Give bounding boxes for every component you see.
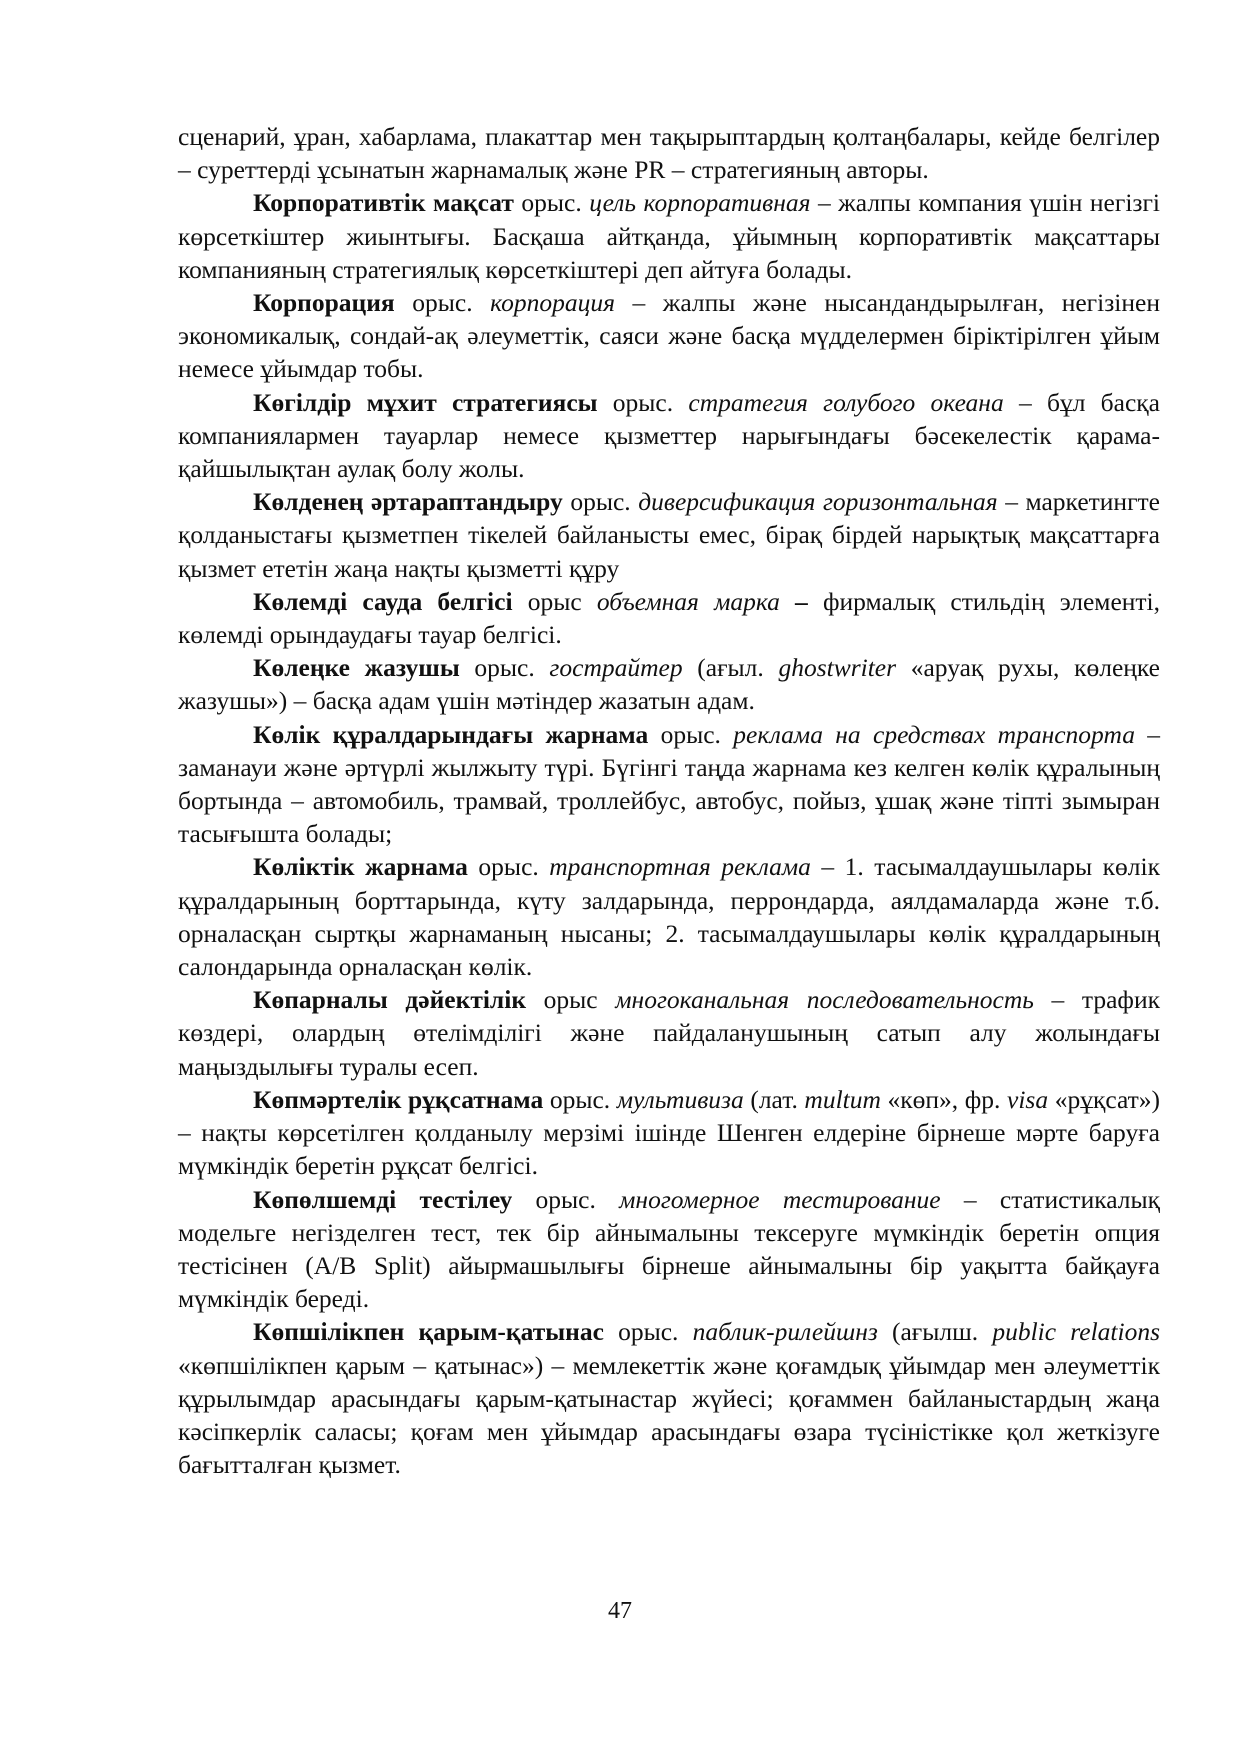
term: Көлемді сауда белгісі <box>253 586 513 616</box>
definition: – 1. тасымалдаушылары көлік құралдарының борттарында, күту залдарында, перрондарда, аялдамаларда және т.б. орналасқан сыртқы жарнаманың нысаны; 2. тасымалдаушылары көлік құралдарының салондарында орналасқан көлік. <box>178 852 1160 982</box>
definition: – маркетингте қолданыстағы қызметпен тікелей байланысты емес, бірақ бірдей нарықтық мақсаттарға қызмет ететін жаңа нақты қызметті құру <box>178 487 1160 583</box>
russian-term: транспортная реклама <box>549 852 811 882</box>
definition: – заманауи және әртүрлі жылжыту түрі. Бүгінгі таңда жарнама кез келген көлік құралының бортында – автомобиль, трамвай, троллейбус, автобус, пойыз, ұшақ және тіпті зымыран тасығышта болады; <box>178 719 1161 849</box>
definition: – трафик көздері, олардың өтелімділігі және пайдаланушының сатып алу жолындағы маңыздылығы туралы есеп. <box>178 985 1160 1081</box>
term: Корпорация <box>253 288 395 318</box>
french-term: visa <box>1007 1084 1049 1114</box>
english-term: public relations <box>992 1317 1161 1347</box>
entry-corporate-goal: Корпоративтік мақсат орыс. цель корпоративная – жалпы компания үшін негізгі көрсеткіштер жиынтығы. Басқаша айтқанда, ұйымның корпоративтік мақсаттары компанияның стратегиялық көрсеткіштері деп айтуға болады. <box>178 188 1161 284</box>
definition: – бұл басқа компаниялармен тауарлар немесе қызметтер нарығындағы бәсекелестік қарама-қайшылықтан аулақ болу жолы. <box>178 387 1160 484</box>
russian-term: паблик-рилейшнз <box>692 1317 878 1347</box>
russian-term: корпорация <box>490 288 615 318</box>
page-number: 47 <box>608 1598 632 1624</box>
entry-volume-trademark: Көлемді сауда белгісі орыс объемная марка – фирмалық стильдің элементі, көлемді орындаудағы тауар белгісі. <box>178 586 1161 650</box>
english-term: ghostwriter <box>778 653 897 683</box>
definition: «рұқсат») – нақты көрсетілген қолданылу мерзімі ішінде Шенген елдеріне бірнеше мәрте баруға мүмкіндік беретін рұқсат белгісі. <box>178 1084 1160 1181</box>
entry-transport-advertising: Көліктік жарнама орыс. транспортная реклама – 1. тасымалдаушылары көлік құралдарының борттарында, күту залдарында, перрондарда, аялдамаларда және т.б. орналасқан сыртқы жарнаманың нысаны; 2. тасымалдаушылары көлік құралдарының салондарында орналасқан көлік. <box>178 852 1160 982</box>
term: Көпарналы дәйектілік <box>253 985 527 1015</box>
russian-term: стратегия голубого океана <box>688 387 1004 417</box>
definition: «аруақ рухы, көлеңке жазушы») – басқа адам үшін мәтіндер жазатын адам. <box>178 653 1160 716</box>
russian-term: многомерное тестирование <box>619 1184 941 1214</box>
entry-ghostwriter: Көлеңке жазушы орыс. гострайтер (ағыл. ghostwriter «аруақ рухы, көлеңке жазушы») – басқа адам үшін мәтіндер жазатын адам. <box>178 653 1160 716</box>
entry-multivariate-testing: Көпөлшемді тестілеу орыс. многомерное тестирование – статистикалық модельге негізделген тест, тек бір айнымалыны тексеруге мүмкіндік беретін опция тестісінен (A/B Split) айырмашылығы бірнеше айнымалыны бір уақытта байқауға мүмкіндік береді. <box>178 1184 1161 1314</box>
entry-vehicle-advertising: Көлік құралдарындағы жарнама орыс. реклама на средствах транспорта – заманауи және әртүрлі жылжыту түрі. Бүгінгі таңда жарнама кез келген көлік құралының бортында – автомобиль, трамвай, троллейбус, автобус, пойыз, ұшақ және тіпті зымыран тасығышта болады; <box>178 719 1161 849</box>
definition: – жалпы және нысандандырылған, негізінен экономикалық, сондай-ақ әлеуметтік, саяси және басқа мүдделермен біріктірілген ұйым немесе ұйымдар тобы. <box>178 288 1160 384</box>
definition: фирмалық стильдің элементі, көлемді орындаудағы тауар белгісі. <box>178 586 1161 650</box>
entry-corporation: Корпорация орыс. корпорация – жалпы және нысандандырылған, негізінен экономикалық, сондай-ақ әлеуметтік, саяси және басқа мүдделермен біріктірілген ұйым немесе ұйымдар тобы. <box>178 288 1160 384</box>
russian-term: многоканальная последовательность <box>615 985 1034 1015</box>
latin-term: multum <box>804 1084 881 1114</box>
term: Көгілдір мұхит стратегиясы <box>253 387 598 417</box>
russian-term: гострайтер <box>549 653 683 683</box>
entry-public-relations: Көпшілікпен қарым-қатынас орыс. паблик-рилейшнз (ағылш. public relations «көпшілікпен қарым – қатынас») – мемлекеттік және қоғамдық ұйымдар мен әлеуметтік құрылымдар арасындағы қарым-қатынастар жүйесі; қоғаммен байланыстардың жаңа кәсіпкерлік саласы; қоғам мен ұйымдар арасындағы өзара түсіністікке қол жеткізуге бағытталған қызмет. <box>178 1317 1161 1480</box>
definition: «көпшілікпен қарым – қатынас») – мемлекеттік және қоғамдық ұйымдар мен әлеуметтік құрылымдар арасындағы қарым-қатынастар жүйесі; қоғаммен байланыстардың жаңа кәсіпкерлік саласы; қоғам мен ұйымдар арасындағы өзара түсіністікке қол жеткізуге бағытталған қызмет. <box>178 1350 1160 1480</box>
russian-term: реклама на средствах транспорта <box>733 719 1135 749</box>
intro-paragraph: сценарий, ұран, хабарлама, плакаттар мен тақырыптардың қолтаңбалары, кейде белгілер – суреттерді ұсынатын жарнамалық және PR – стратегияның авторы. <box>178 122 1160 185</box>
definition: – статистикалық модельге негізделген тест, тек бір айнымалыны тексеруге мүмкіндік беретін опция тестісінен (A/B Split) айырмашылығы бірнеше айнымалыны бір уақытта байқауға мүмкіндік береді. <box>178 1184 1161 1314</box>
definition: – жалпы компания үшін негізгі көрсеткіштер жиынтығы. Басқаша айтқанда, ұйымның корпоративтік мақсаттары компанияның стратегиялық көрсеткіштері деп айтуға болады. <box>178 188 1161 284</box>
russian-term: объемная марка <box>596 586 780 616</box>
term: Көлеңке жазушы <box>253 653 460 683</box>
term: Көпшілікпен қарым-қатынас <box>253 1317 604 1347</box>
term: Көпмәртелік рұқсатнама <box>253 1084 544 1114</box>
entry-multivisa: Көпмәртелік рұқсатнама орыс. мультивиза (лат. multum «көп», фр. visa «рұқсат») – нақты көрсетілген қолданылу мерзімі ішінде Шенген елдеріне бірнеше мәрте баруға мүмкіндік беретін рұқсат белгісі. <box>178 1084 1160 1181</box>
russian-term: диверсификация горизонтальная <box>638 487 998 517</box>
entry-blue-ocean-strategy: Көгілдір мұхит стратегиясы орыс. стратегия голубого океана – бұл басқа компаниялармен тауарлар немесе қызметтер нарығындағы бәсекелестік қарама-қайшылықтан аулақ болу жолы. <box>178 387 1160 484</box>
term: Корпоративтік мақсат <box>253 188 514 218</box>
entry-horizontal-diversification: Көлденең әртараптандыру орыс. диверсификация горизонтальная – маркетингте қолданыстағы қызметпен тікелей байланысты емес, бірақ бірдей нарықтық мақсаттарға қызмет ететін жаңа нақты қызметті құру <box>178 487 1160 583</box>
document-page <box>178 120 1160 1481</box>
term: Көліктік жарнама <box>253 852 468 882</box>
russian-term: мультивиза <box>616 1084 744 1114</box>
term: Көлік құралдарындағы жарнама <box>253 719 649 749</box>
russian-term: цель корпоративная <box>589 188 811 218</box>
term: Көпөлшемді тестілеу <box>253 1184 513 1214</box>
entry-multichannel-sequence: Көпарналы дәйектілік орыс многоканальная последовательность – трафик көздері, олардың өтелімділігі және пайдаланушының сатып алу жолындағы маңыздылығы туралы есеп. <box>178 985 1160 1081</box>
term: Көлденең әртараптандыру <box>253 487 563 517</box>
